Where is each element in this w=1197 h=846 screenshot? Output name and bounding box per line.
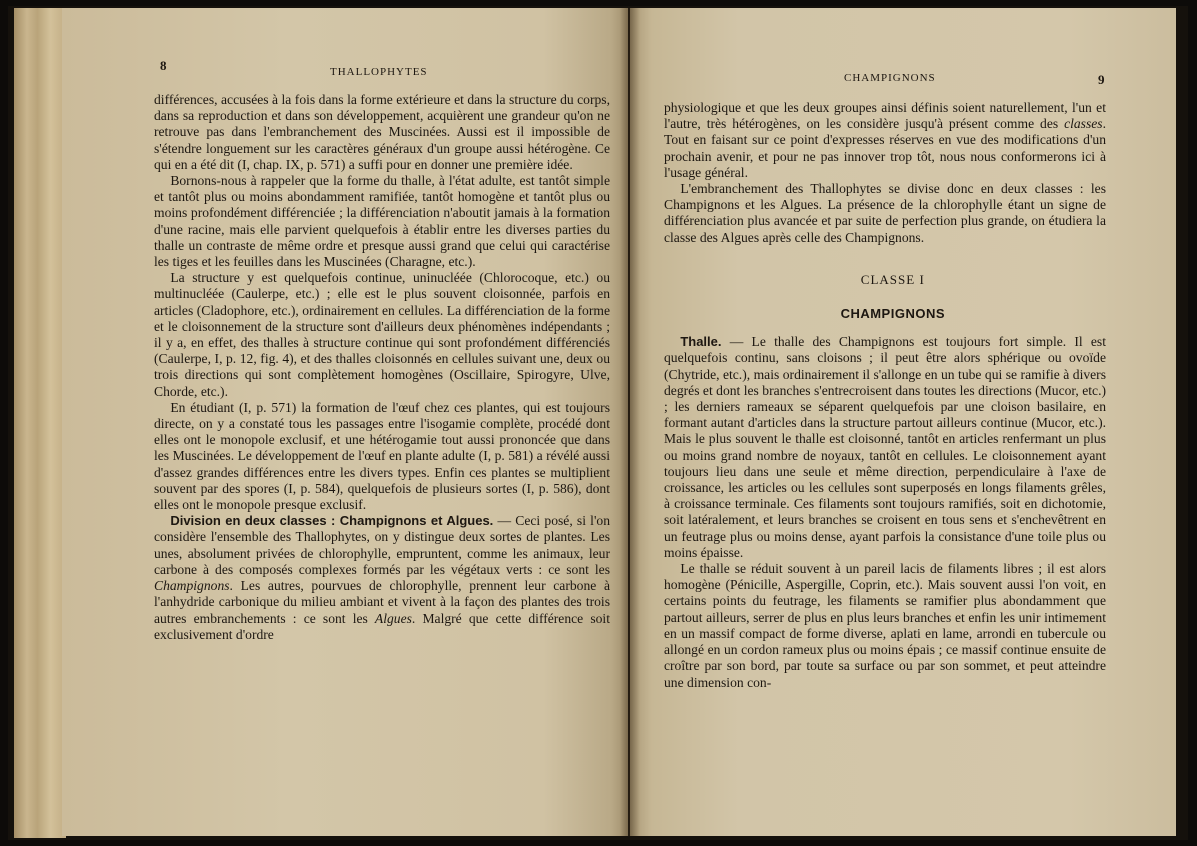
thalle-paragraph [664,334,1106,561]
paragraph: L'embranchement des Thallophytes se divise donc en deux classes : les Champignons et les Algues. La présence de la chlorophylle étant un signe de différenciation plus avancée et par suite de perfection plus grande, on étudiera la classe des Algues après celle des Champignons. [664,181,1106,245]
right-page-body [664,100,1106,691]
division-paragraph [154,513,610,643]
right-page [630,8,1176,836]
right-page-number: 9 [1098,72,1105,87]
left-page-number: 8 [160,58,167,73]
italic-term: classes [1064,116,1103,132]
italic-term: Champignons [154,578,230,594]
text-run: — Ceci posé, si l'on considère l'ensemble des Thallophytes, on y distingue deux sortes de plantes. Les unes, absolument privées de chlorophylle, empruntent, comme les animaux, leur carbone à des composés complexes formés par les végétaux verts : ce sont les [154,513,610,577]
text-run: . Les autres, pourvues de chlorophylle, prennent leur carbone à l'anhydride carbonique du milieu ambiant et vivent à la façon des plantes des trois autres embranchements : ce sont les [154,578,610,626]
paragraph: différences, accusées à la fois dans la forme extérieure et dans la structure du corps, dans sa reproduction et dans son développement, acquièrent une grandeur qu'on ne retrouve pas dans l'embranchement des Muscinées. Aussi est il impossible de s'étendre longuement sur les caractères généraux d'un groupe aussi hétérogène. Ce qui en a été dit (I, chap. IX, p. 571) a suffi pour en donner une première idée. [154,92,610,172]
section-heading: CHAMPIGNONS [840,306,946,322]
left-page [62,8,628,836]
paragraph: Le thalle se réduit souvent à un pareil lacis de filaments libres ; il est alors homogène (Pénicille, Aspergille, Coprin, etc.). Mais souvent aussi l'on voit, en certains points du feutrage, les filaments se ramifier plus abondamment que partout ailleurs, serrer de plus en plus leurs branches et enfin les unir intimement en un massif compact de forme diverse, aplati en lame, arrondi en tubercule ou allongé en un cordon rameux plus ou moins épais ; ce massif continue ensuite de croître par son bord, par toute sa surface ou par son sommet, et peut atteindre une dimension con- [664,561,1106,690]
italic-term: Algues [374,610,412,626]
text-run: physiologique et que les deux groupes ainsi définis soient naturellement, l'un et l'autre, très hétérogènes, on les considère jusqu'à présent comme des [664,100,1106,132]
class-heading: CLASSE I [860,271,925,287]
paragraph: En étudiant (I, p. 571) la formation de l'œuf chez ces plantes, qui est toujours directe, on y a constaté tous les passages entre l'isogamie complète, procédé dont elles ont le monopole exclusif, et une hétérogamie tout aussi prononcée que dans les Muscinées. Le développement de l'œuf en plante adulte (I, p. 581) a révélé aussi d'assez grandes différences entre les divers types. Enfin ces plantes se multiplient souvent par des spores (I, p. 584), quelquefois de plusieurs sortes (I, p. 586), dont elles ont le monopole presque exclusif. [154,399,610,513]
left-page-body [154,92,610,643]
thalle-lead: Thalle. [680,334,722,350]
division-lead: Division en deux classes : Champignons et Algues. [170,513,494,529]
text-run: — Le thalle des Champignons est toujours fort simple. Il est quelquefois continu, sans cloisons ; il peut être alors sphérique ou ovoïde (Chytride, etc.), mais ordinairement il s'allonge en un tube qui se ramifie à divers degrés et dont les branches s'entrecroisent dans toutes les directions (Mucor, etc.) ; les derniers rameaux se séparent quelquefois par une cloison basilaire, en formant autant d'articles dans la structure partout ailleurs continue (Mucor, etc.). Mais le plus souvent le thalle est cloisonné, tantôt en articles renfermant un plus ou moins grand nombre de noyaux, tantôt en cellules. Le cloisonnement ayant toujours lieu dans une seule et même direction, perpendiculaire à l'axe de croissance, les articles ou les cellules sont superposés en longs filaments grêles, à croissance terminale. Ces filaments sont toujours ramifiés, soit en dichotomie, soit latéralement, et leurs branches se croisent en tous sens et s'enchevêtrent en un feutrage plus ou moins dense, ayant parfois la consistance d'une toile plus ou moins épaisse. [664,334,1106,560]
paragraph [664,100,1106,181]
left-running-head: THALLOPHYTES [330,66,428,78]
paragraph: La structure y est quelquefois continue, uninucléée (Chlorocoque, etc.) ou multinucléée (Caulerpe, etc.) ; elle est le plus souvent cloisonnée, parfois en articles (Cladophore, etc.), ordinairement en cellules. La différenciation de la forme et le cloisonnement de la structure sont d'ailleurs deux phénomènes indépendants ; il y a, en effet, des thalles à structure continue qui sont profondément différenciés (Caulerpe, I, p. 12, fig. 4), et des thalles cloisonnés en cellules suivant une, deux ou trois directions qui sont complètement homogènes (Oscillaire, Spirogyre, Ulve, Chorde, etc.). [154,270,610,399]
book-gutter [620,8,640,836]
text-run: . Malgré que cette différence soit exclusivement d'ordre [154,610,610,642]
text-run: . Tout en faisant sur ce point d'expresses réserves en vue des modifications d'un prochain avenir, et pour ne pas innover trop tôt, nous nous conformerons ici à l'usage général. [664,116,1106,180]
right-running-head: CHAMPIGNONS [844,72,936,84]
paragraph: Bornons-nous à rappeler que la forme du thalle, à l'état adulte, est tantôt simple et tantôt plus ou moins abondamment ramifiée, tantôt homogène et tantôt plus ou moins profondément différenciée ; la différenciation n'aboutit jamais à la formation d'une racine, mais elle parvient quelquefois à établir entre les diverses parties du thalle un contraste de même ordre et presque aussi grand que celui qui caractérise les tiges et les feuilles dans les Muscinées (Charagne, etc.). [154,173,610,270]
page-stack-edge [14,8,66,838]
